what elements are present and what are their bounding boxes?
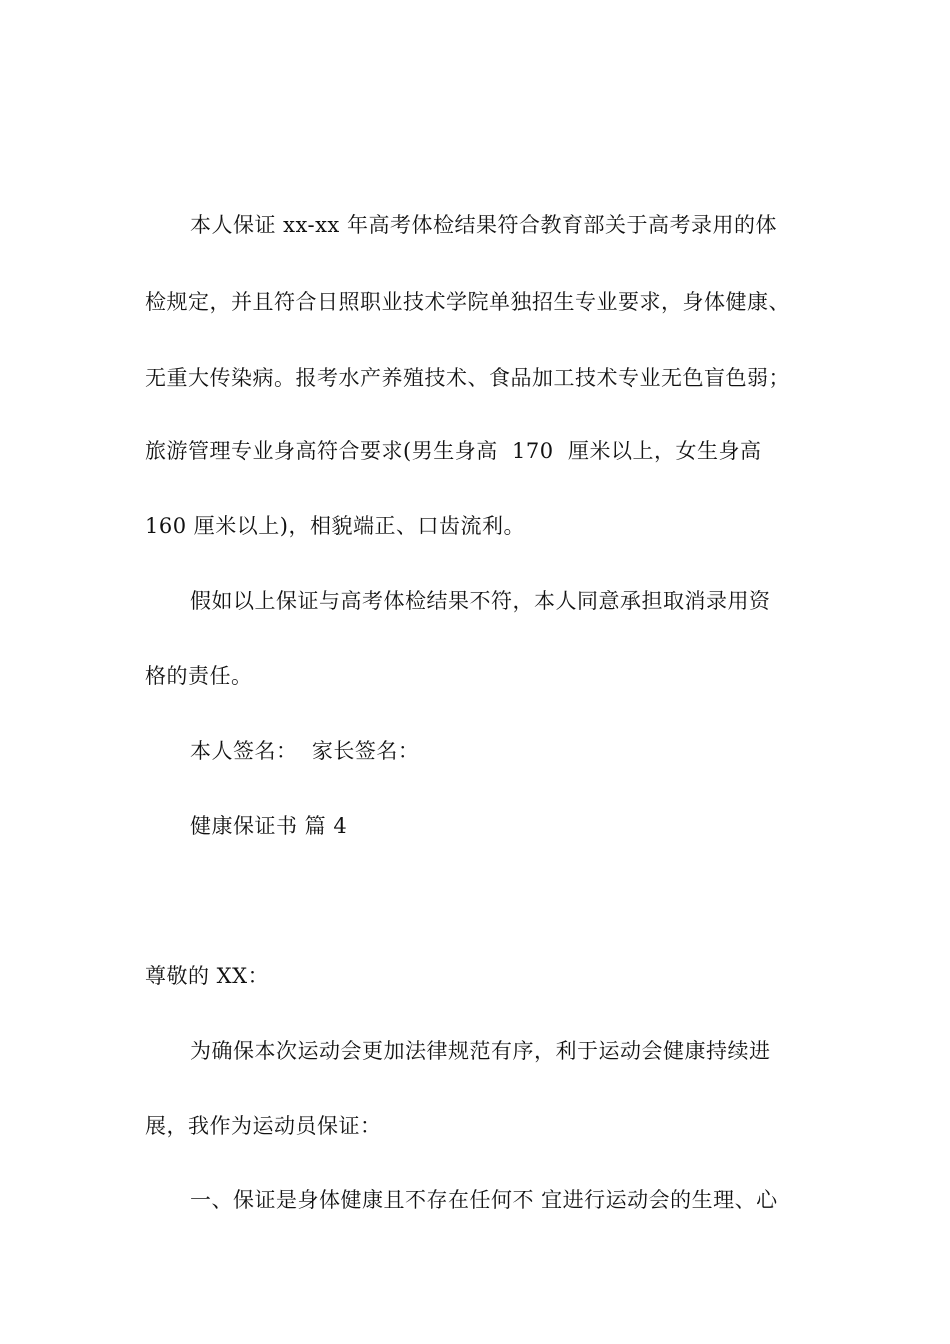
paragraph-3-line-1: 为确保本次运动会更加法律规范有序，利于运动会健康持续进 [190, 1039, 771, 1063]
paragraph-2-line-2: 格的责任。 [145, 664, 253, 688]
paragraph-1-line-4: 旅游管理专业身高符合要求(男生身高 170 厘米以上，女生身高 [145, 439, 762, 463]
paragraph-1-line-5: 160 厘米以上)，相貌端正、口齿流利。 [145, 514, 525, 538]
paragraph-1-line-1: 本人保证 xx-xx 年高考体检结果符合教育部关于高考录用的体 [190, 213, 777, 237]
signature-line: 本人签名： 家长签名： [190, 739, 420, 763]
paragraph-1-line-2: 检规定，并且符合日照职业技术学院单独招生专业要求，身体健康、 [145, 290, 790, 314]
paragraph-2-line-1: 假如以上保证与高考体检结果不符，本人同意承担取消录用资 [190, 589, 771, 613]
paragraph-3-line-2: 展，我作为运动员保证： [145, 1114, 382, 1138]
section-heading: 健康保证书 篇 4 [190, 814, 348, 838]
paragraph-4-line-1: 一、保证是身体健康且不存在任何不 宜进行运动会的生理、心 [190, 1188, 778, 1212]
salutation: 尊敬的 XX： [145, 964, 270, 988]
paragraph-1-line-3: 无重大传染病。报考水产养殖技术、食品加工技术专业无色盲色弱； [145, 366, 790, 390]
